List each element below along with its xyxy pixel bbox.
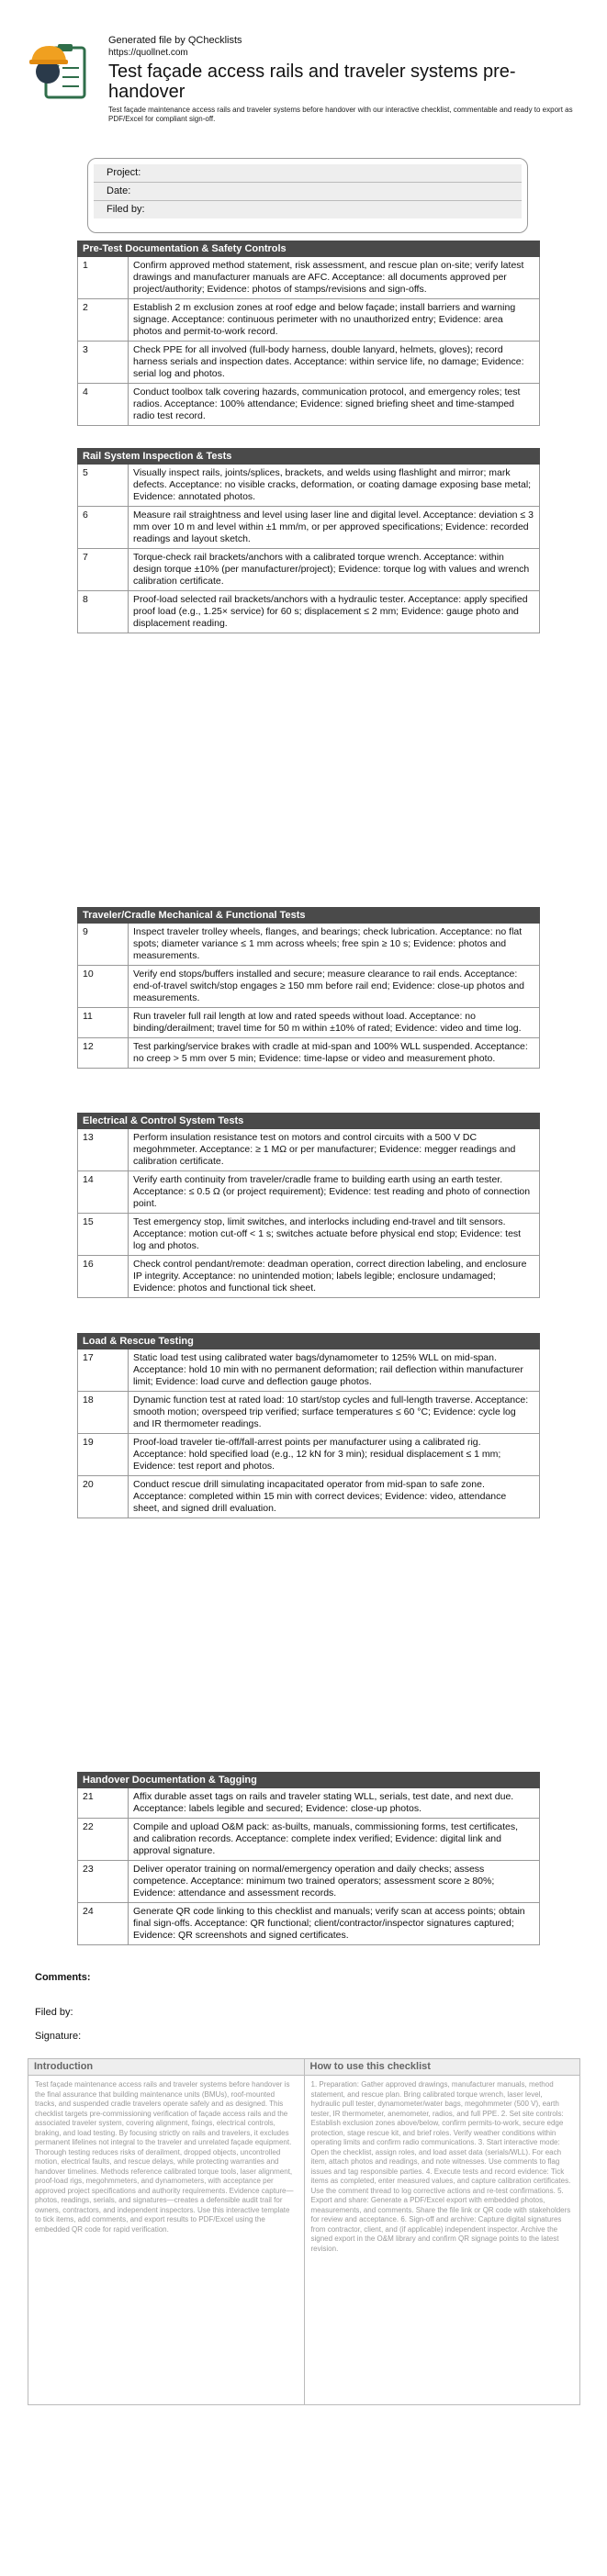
source-url-link[interactable]: https://quollnet.com: [108, 48, 188, 58]
item-text: Check control pendant/remote: deadman operation, correct direction labeling, and enclosure IP integrity. Acceptance: no unintended motion; labels legible; enclosure undamaged; Evidence: photos and functional tick sheet.: [133, 1259, 527, 1294]
item-text: Proof-load traveler tie-off/fall-arrest points per manufacturer using a calibrated rig. Acceptance: hold specified load (e.g., 12 kN for 3 min); residual displacement ≤ 1 mm; Evidence: test report and photos.: [133, 1437, 501, 1472]
item-number: 13: [78, 1129, 129, 1170]
item-text: Run traveler full rail length at low and rated speeds without load. Acceptance: no binding/derailment; travel time for 50 m within ±10% of rated; Evidence: video and time log.: [133, 1011, 522, 1034]
item-text: Check PPE for all involved (full-body harness, double lanyard, helmets, gloves); record harness serials and inspection dates. Acceptance: within service life, no damage; Evidence: serial log and photos.: [133, 344, 524, 379]
item-number: 7: [78, 549, 129, 590]
item-number: 10: [78, 966, 129, 1007]
item-text: Compile and upload O&M pack: as-builts, manuals, commissioning forms, test certificates, and calibration records. Acceptance: complete index verified; Evidence: digital link and approval signature.: [133, 1821, 519, 1856]
checklist-item[interactable]: [77, 1903, 540, 1945]
item-text: Torque-check rail brackets/anchors with a calibrated torque wrench. Acceptance: within design torque ±10% (per manufacturer/project); Evidence: torque log with values and wrench calibration certificate.: [133, 552, 530, 587]
item-text: Conduct rescue drill simulating incapacitated operator from mid-span to safe zone. Acceptance: completed within 15 min with correct devices; Evidence: video, attendance sheet, and signed drill evaluation.: [133, 1479, 507, 1514]
checklist-item[interactable]: [77, 1350, 540, 1392]
item-number: 21: [78, 1788, 129, 1818]
checklist-section: [77, 241, 540, 426]
item-number: 14: [78, 1171, 129, 1213]
item-text: Verify earth continuity from traveler/cradle frame to building earth using an earth tester. Acceptance: ≤ 0.5 Ω (or project requirement); Evidence: test reading and photo of connection point.: [133, 1174, 531, 1209]
checklist-item[interactable]: [77, 924, 540, 966]
generated-by-text: Generated file by QChecklists: [108, 35, 242, 46]
checklist-item[interactable]: [77, 1214, 540, 1256]
checklist-section: [77, 1113, 540, 1298]
checklist-item[interactable]: [77, 1788, 540, 1819]
item-number: 8: [78, 591, 129, 633]
section-heading: Handover Documentation & Tagging: [77, 1772, 540, 1788]
info-panel: [28, 2058, 580, 2405]
checklist-item[interactable]: [77, 465, 540, 507]
item-text: Visually inspect rails, joints/splices, brackets, and welds using flashlight and mirror; mark defects. Acceptance: no visible cracks, deformation, or coating damage exposing base metal; Evidence: annotated photos.: [133, 467, 532, 502]
project-field[interactable]: Project:: [94, 164, 522, 183]
item-text: Test emergency stop, limit switches, and interlocks including end-travel and tilt sensors. Acceptance: motion cut-off < 1 s; switches actuate before physical end stop; Evidence: test log and photos.: [133, 1216, 522, 1251]
section-heading: Rail System Inspection & Tests: [77, 448, 540, 465]
item-text: Verify end stops/buffers installed and secure; measure clearance to rail ends. Acceptance: end-of-travel switch/stop engages ≥ 150 mm before rail end; Evidence: close-up photos and measurements.: [133, 969, 525, 1003]
checklist-item[interactable]: [77, 1038, 540, 1069]
checklist-hardhat-logo-icon: [28, 35, 90, 99]
item-number: 1: [78, 257, 129, 298]
item-text: Test parking/service brakes with cradle at mid-span and 100% WLL suspended. Acceptance: no creep > 5 mm over 5 min; Evidence: time-lapse or video and measurement photo.: [133, 1041, 528, 1064]
item-text: Conduct toolbox talk covering hazards, communication protocol, and emergency roles; test radios. Acceptance: 100% attendance; Evidence: signed briefing sheet and time-stamped radio test record.: [133, 386, 521, 421]
how-to-text: 1. Preparation: Gather approved drawings, manufacturer manuals, method statement, and rescue plan. Bring calibrated torque wrench, laser level, hydraulic pull tester, dynamometer/water bags, megohmmeter (500 V), earth tester, IR thermometer, anemometer, radios, and full PPE. 2. Set site controls: Establish exclusion zones above/below, confirm permits-to-work, secure edge protection, stage rescue kit, and brief roles. Verify weather conditions within operating limits and confirm radio communications. 3. Start interactive mode: Open the checklist, assign roles, and load asset data (serials/WLL). For each item, attach photos and readings, and note witnesses. Use comments to flag issues and tag responsible parties. 4. Execute tests and record evidence: Tick items as completed, enter measured values, and capture calibration certificates. Use the comment thread to log corrective actions and re-test confirmations. 5. Export and share: Generate a PDF/Excel export with embedded photos, measurements, and comments. Share the file link or QR code with stakeholders for review and acceptance. 6. Sign-off and archive: Capture digital signatures from contractor, client, and (if applicable) independent inspector. Archive the signed export in the O&M library and confirm QR signage points to the latest revision.: [310, 2080, 571, 2253]
checklist-item[interactable]: [77, 1819, 540, 1861]
checklist-section: [77, 1333, 540, 1518]
section-heading: Electrical & Control System Tests: [77, 1113, 540, 1129]
item-number: 23: [78, 1861, 129, 1902]
signature-label: Signature:: [35, 2031, 82, 2042]
checklist-item[interactable]: [77, 1256, 540, 1298]
page-description: Test façade maintenance access rails and traveler systems before handover with our interactive checklist, commentable and ready to export as PDF/Excel for compliant sign-off.: [108, 106, 573, 123]
item-text: Proof-load selected rail brackets/anchors with a hydraulic tester. Acceptance: apply specified proof load (e.g., 1.25× service) for 60 s; displacement ≤ 2 mm; Evidence: gauge photo and displacement reading.: [133, 594, 528, 629]
item-text: Dynamic function test at rated load: 10 start/stop cycles and full-length traverse. Acceptance: smooth motion; overspeed trip verified; surface temperatures ≤ 60 °C; Evidence: cycle log and IR thermometer readings.: [133, 1394, 529, 1429]
item-text: Measure rail straightness and level using laser line and digital level. Acceptance: deviation ≤ 3 mm over 10 m and level within ±1 mm/m, or per approved specifications; Evidence: recorded readings and layout sketch.: [133, 510, 534, 544]
item-text: Affix durable asset tags on rails and traveler stating WLL, serials, test date, and next due. Acceptance: labels legible and secured; Evidence: close-up photos.: [133, 1791, 514, 1814]
item-number: 18: [78, 1392, 129, 1433]
item-number: 11: [78, 1008, 129, 1037]
introduction-column: [28, 2059, 304, 2404]
item-text: Deliver operator training on normal/emergency operation and daily checks; assess competence. Acceptance: minimum two trained operators; assessment score ≥ 80%; Evidence: attendance and assessment records.: [133, 1864, 495, 1898]
item-number: 20: [78, 1476, 129, 1518]
how-to-column: [304, 2059, 580, 2404]
item-text: Inspect traveler trolley wheels, flanges, and bearings; check lubrication. Acceptance: no flat spots; diameter variance ≤ 1 mm across wheels; free spin ≥ 10 s; Evidence: photos and measurements.: [133, 926, 523, 961]
comments-label: Comments:: [35, 1972, 91, 1983]
item-number: 5: [78, 465, 129, 506]
checklist-item[interactable]: [77, 1008, 540, 1038]
section-heading: Pre-Test Documentation & Safety Controls: [77, 241, 540, 257]
item-text: Static load test using calibrated water bags/dynamometer to 125% WLL on mid-span. Acceptance: hold 10 min with no permanent deformation; rail deflection within manufacturer limit; Evidence: load curve and deflection gauge photos.: [133, 1352, 523, 1387]
checklist-item[interactable]: [77, 1171, 540, 1214]
checklist-item[interactable]: [77, 1129, 540, 1171]
item-number: 16: [78, 1256, 129, 1297]
checklist-item[interactable]: [77, 1476, 540, 1518]
checklist-section: [77, 448, 540, 633]
item-number: 22: [78, 1819, 129, 1860]
checklist-item[interactable]: [77, 342, 540, 384]
checklist-item[interactable]: [77, 299, 540, 342]
checklist-section: [77, 1772, 540, 1945]
filed-by-field[interactable]: Filed by:: [94, 201, 522, 218]
section-heading: Load & Rescue Testing: [77, 1333, 540, 1350]
checklist-section: [77, 907, 540, 1069]
item-number: 4: [78, 384, 129, 425]
item-number: 3: [78, 342, 129, 383]
introduction-text: Test façade maintenance access rails and traveler systems before handover is the final assurance that building maintenance units (BMUs), roof-mounted tracks, and suspended cradle travelers operate safely and as designed. This checklist targets pre-commissioning verification of façade access rails and the associated traveler system, covering alignment, fixings, electrical controls, braking, and load testing. By focusing strictly on rails and travelers, it excludes permanent lifelines not integral to the traveler and unrelated façade equipment. Thorough testing reduces risks of derailment, dropped objects, uncontrolled motion, electrical faults, and rescue delays, while protecting warranties and handover timelines. Methods reference calibrated torque tools, laser alignment, proof-load rigs, megohmmeters, and dynamometers, with acceptance per approved project specifications and authority requirements. Evidence capture—photos, readings, serials, and signatures—creates a defensible audit trail for owners, contractors, and independent inspectors. Use this interactive template to tick items, add comments, and export results to PDF/Excel using the embedded QR code for rapid verification.: [35, 2080, 294, 2234]
checklist-item[interactable]: [77, 1861, 540, 1903]
item-number: 17: [78, 1350, 129, 1391]
item-number: 15: [78, 1214, 129, 1255]
checklist-item[interactable]: [77, 1392, 540, 1434]
checklist-item[interactable]: [77, 549, 540, 591]
item-number: 12: [78, 1038, 129, 1068]
item-text: Perform insulation resistance test on motors and control circuits with a 500 V DC megohmmeter. Acceptance: ≥ 1 MΩ or per manufacturer; Evidence: megger readings and calibration certificate.: [133, 1132, 516, 1167]
item-text: Confirm approved method statement, risk assessment, and rescue plan on-site; verify latest drawings and manufacturer manuals are AFC. Acceptance: all documents approved per project/authority; Evidence: photos of stamps/revisions and sign-offs.: [133, 260, 524, 295]
project-meta-box: [87, 158, 528, 233]
checklist-item[interactable]: [77, 384, 540, 426]
item-number: 9: [78, 924, 129, 965]
checklist-item[interactable]: [77, 257, 540, 299]
item-number: 19: [78, 1434, 129, 1475]
checklist-item[interactable]: [77, 966, 540, 1008]
item-number: 6: [78, 507, 129, 548]
item-number: 24: [78, 1903, 129, 1944]
checklist-item[interactable]: [77, 1434, 540, 1476]
page-title: Test façade access rails and traveler systems pre-handover: [108, 62, 516, 102]
checklist-item[interactable]: [77, 591, 540, 633]
section-heading: Traveler/Cradle Mechanical & Functional Tests: [77, 907, 540, 924]
date-field[interactable]: Date:: [94, 183, 522, 201]
item-text: Establish 2 m exclusion zones at roof edge and below façade; install barriers and warning signage. Acceptance: continuous perimeter with no unauthorized entry; Evidence: area photos and permit-to-work record.: [133, 302, 516, 337]
introduction-heading: Introduction: [28, 2059, 304, 2076]
item-text: Generate QR code linking to this checklist and manuals; verify scan at access points; obtain final sign-offs. Acceptance: QR functional; client/contractor/inspector signatures captured; Evidence: QR screenshots and signed certificates.: [133, 1906, 525, 1941]
item-number: 2: [78, 299, 129, 341]
how-to-heading: How to use this checklist: [305, 2059, 580, 2076]
checklist-item[interactable]: [77, 507, 540, 549]
filed-by-label: Filed by:: [35, 2007, 73, 2018]
